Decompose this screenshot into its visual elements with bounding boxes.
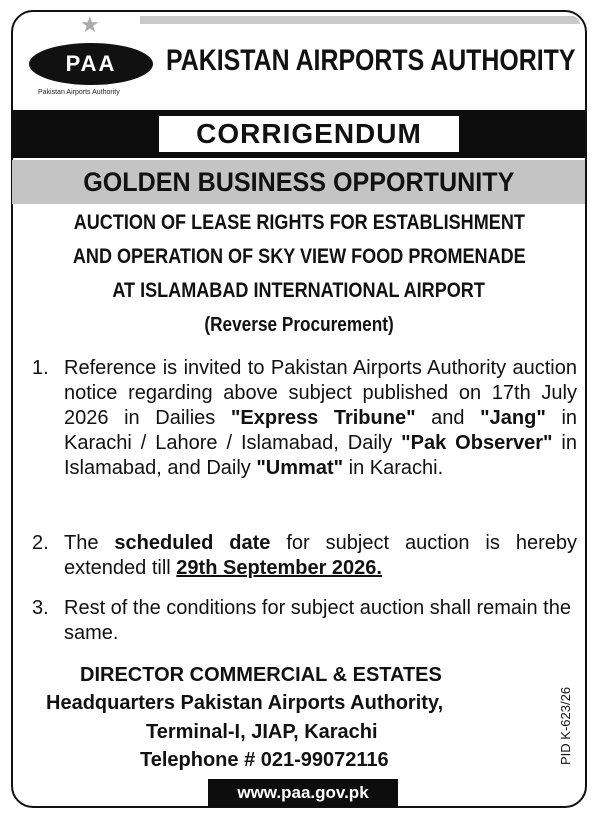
paragraph-text: The scheduled date for subject auction is hereby extended till 29th September 2026. bbox=[64, 532, 577, 579]
paragraph-number: 2. bbox=[32, 532, 49, 554]
subject-line-1: AUCTION OF LEASE RIGHTS FOR ESTABLISHMENT bbox=[73, 211, 525, 234]
office: Headquarters Pakistan Airports Authority, bbox=[46, 692, 444, 714]
logo-tagline: Pakistan Airports Authority bbox=[38, 89, 120, 96]
star-icon: ★ bbox=[80, 12, 100, 37]
logo-text: PAA bbox=[65, 51, 117, 76]
paragraph-text: Rest of the conditions for subject auction shall remain the same. bbox=[64, 597, 571, 644]
website-link[interactable]: www.paa.gov.pk bbox=[237, 783, 369, 802]
paragraph-number: 1. bbox=[32, 357, 49, 379]
paa-logo bbox=[29, 43, 153, 85]
paragraph-3 bbox=[32, 596, 577, 646]
corrigendum-banner bbox=[12, 110, 585, 158]
subject-line-3: AT ISLAMABAD INTERNATIONAL AIRPORT bbox=[112, 279, 486, 302]
header-accent-bar bbox=[140, 16, 580, 24]
paragraph-number: 3. bbox=[32, 597, 49, 619]
headline-banner bbox=[12, 160, 585, 204]
paragraph-1 bbox=[32, 356, 577, 481]
corrigendum-box bbox=[159, 116, 459, 152]
headline: GOLDEN BUSINESS OPPORTUNITY bbox=[82, 166, 515, 197]
paragraph-text: Reference is invited to Pakistan Airports Authority auction notice regarding above subject published on 17th July 2026 in Dailies "Express Tribune" and "Jang" in Karachi / Lahore / Islamabad, Daily "Pak Observer" in Islamabad, and Daily "Ummat" in Karachi. bbox=[64, 357, 578, 479]
organization-name: PAKISTAN AIRPORTS AUTHORITY bbox=[166, 44, 576, 77]
subject-line-2: AND OPERATION OF SKY VIEW FOOD PROMENADE bbox=[72, 245, 526, 268]
designation: DIRECTOR COMMERCIAL & ESTATES bbox=[80, 664, 442, 686]
pid-number: PID K-623/26 bbox=[558, 686, 573, 765]
notice-type: CORRIGENDUM bbox=[196, 118, 422, 149]
procurement-type: (Reverse Procurement) bbox=[204, 314, 394, 336]
website-bar bbox=[208, 779, 398, 807]
paragraph-2 bbox=[32, 531, 577, 581]
address: Terminal-I, JIAP, Karachi bbox=[146, 721, 378, 743]
telephone: Telephone # 021-99072116 bbox=[140, 749, 389, 771]
extended-date: 29th September 2026. bbox=[176, 557, 382, 579]
